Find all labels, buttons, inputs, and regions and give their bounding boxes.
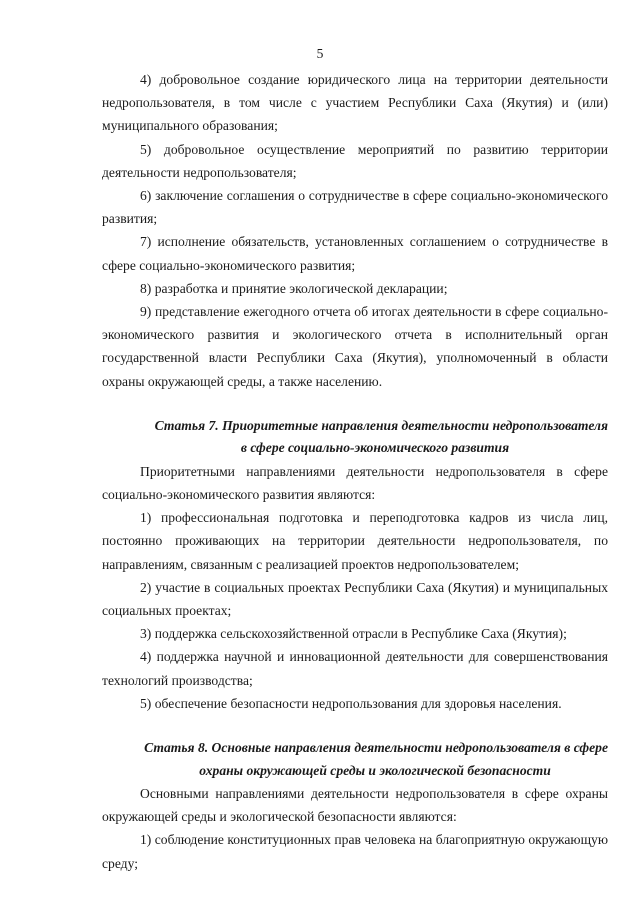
article-8-intro: Основными направлениями деятельности недропользователя в сфере охраны окружающей среды и экологической безопасности являются:	[102, 786, 608, 825]
article-8-title-line2: охраны окружающей среды и экологической безопасности	[199, 762, 551, 778]
article-8-title-line1: Статья 8. Основные направления деятельности недропользователя в сфере	[144, 740, 608, 756]
list-item: 4) добровольное создание юридического лица на территории деятельности недропользователя, в том числе с участием Республики Саха (Якутия) и (или) муниципального образования;	[102, 72, 608, 134]
list-item: 3) поддержка сельскохозяйственной отрасли в Республике Саха (Якутия);	[140, 626, 567, 642]
article-8-heading	[102, 737, 608, 782]
article-7-intro: Приоритетными направлениями деятельности недропользователя в сфере социально-экономического развития являются:	[102, 463, 608, 503]
list-item: 1) профессиональная подготовка и переподготовка кадров из числа лиц, постоянно проживающих на территории деятельности недропользователя, по направлениям, связанным с реализацией проектов недропользователем;	[102, 510, 608, 572]
list-item: 5) обеспечение безопасности недропользования для здоровья населения.	[140, 695, 562, 711]
list-item: 1) соблюдение конституционных прав человека на благоприятную окружающую среду;	[102, 832, 608, 871]
list-item: 4) поддержка научной и инновационной деятельности для совершенствования технологий производства;	[102, 649, 608, 688]
list-item: 6) заключение соглашения о сотрудничестве в сфере социально-экономического развития;	[102, 188, 608, 227]
list-item: 8) разработка и принятие экологической декларации;	[140, 280, 448, 296]
list-item: 5) добровольное осуществление мероприятий по развитию территории деятельности недропользователя;	[102, 141, 608, 180]
article-7-heading	[102, 415, 608, 460]
document-body	[102, 68, 608, 875]
article-7-title-line1: Статья 7. Приоритетные направления деятельности недропользователя	[154, 417, 608, 433]
list-item: 2) участие в социальных проектах Республики Саха (Якутия) и муниципальных социальных проектах;	[102, 579, 608, 619]
list-item: 7) исполнение обязательств, установленных соглашением о сотрудничестве в сфере социально-экономического развития;	[102, 234, 608, 273]
article-7-title-line2: в сфере социально-экономического развития	[240, 440, 510, 456]
list-item: 9) представление ежегодного отчета об итогах деятельности в сфере социально-экономического развития и экологического отчета в исполнительный орган государственной власти Республики Саха (Якутия), уполномоченный в области охраны окружающей среды, а также населению.	[102, 304, 608, 389]
page-number: 5	[316, 46, 324, 61]
